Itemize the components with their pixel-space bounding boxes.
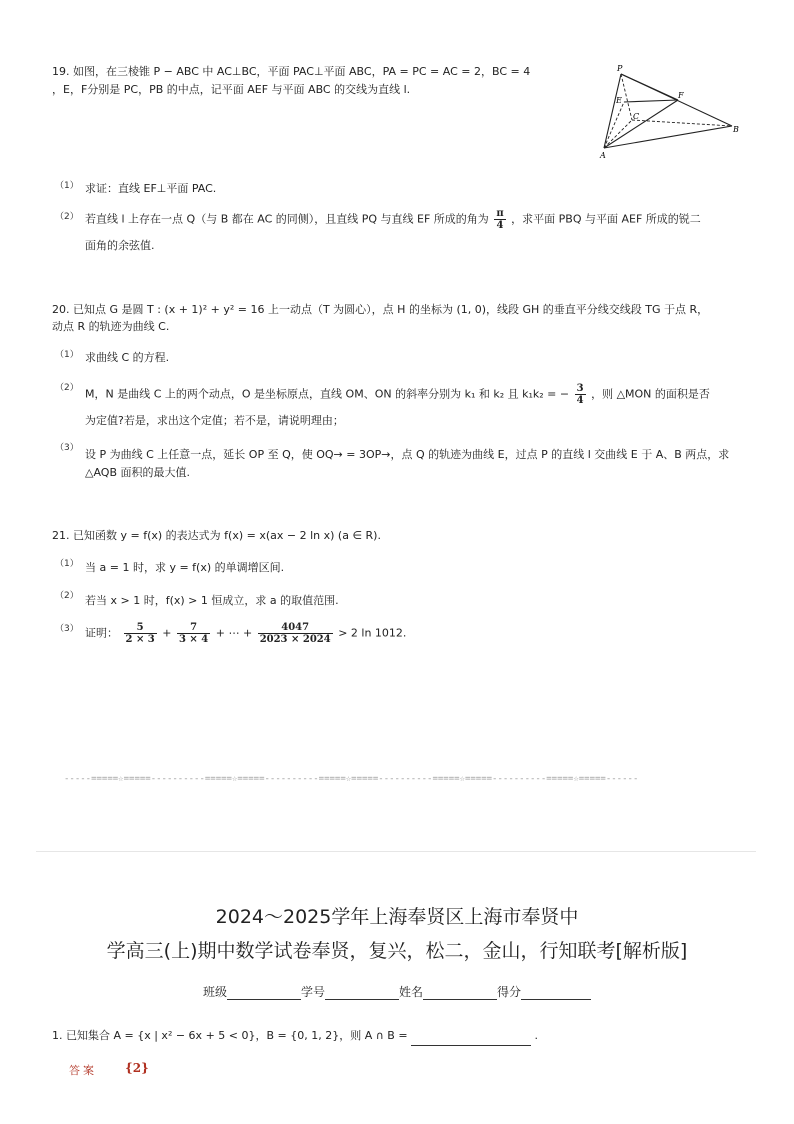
score-blank[interactable] [521, 985, 591, 1000]
q20-p2-num: （2） [55, 383, 79, 393]
id-label: 学号 [300, 985, 325, 999]
q20-p2-text-b: ，则 △MON 的面积是否 [591, 387, 710, 401]
label-e: E [616, 96, 622, 105]
q19-p2-text-b: ，求平面 PBQ 与平面 AEF 所成的锐二 [511, 212, 701, 226]
label-a: A [600, 151, 606, 160]
q21-p1: 当 a = 1 时，求 y = f(x) 的单调增区间. [85, 561, 285, 574]
plus-2: + ⋯ + [215, 626, 253, 640]
doc-title-line1: 2024～2025学年上海奉贤区上海市奉贤中 [215, 906, 579, 928]
pyramid-figure [596, 62, 746, 162]
label-c: C [633, 112, 640, 121]
q20-line2: 动点 R 的轨迹为曲线 C. [52, 320, 170, 333]
q20-line1: 20. 已知点 G 是圆 T : (x + 1)² + y² = 16 上一动点（T 为圆心），点 H 的坐标为 (1, 0)，线段 GH 的垂直平分线交线段 TG 于点 R， [52, 303, 709, 316]
pi-over-4: $\frac{\pi}{4}$ [496, 208, 504, 231]
q21-p3-tail: > 2 ln 1012. [338, 626, 407, 640]
q21-line1: 21. 已知函数 y = f(x) 的表达式为 f(x) = x(ax − 2 ln x) (a ∈ R). [52, 529, 381, 542]
fraction-2: $\frac{7}{3 \times 4}$ [178, 622, 209, 645]
q1-end: . [534, 1029, 539, 1042]
name-label: 姓名 [399, 985, 424, 999]
q1-line [52, 1026, 538, 1046]
q1-answer-blank[interactable] [411, 1026, 531, 1046]
q19-p2-line2: 面角的余弦值. [85, 239, 155, 252]
class-label: 班级 [202, 985, 227, 999]
section-separator: -----=====☆=====----------=====☆=====----------=====☆=====----------=====☆=====----------=====☆=====------ [64, 774, 639, 784]
q20-p2-line2: 为定值?若是，求出这个定值；若不是，请说明理由； [85, 414, 344, 427]
q21-p3-label: 证明： [85, 626, 118, 640]
q20-p3: 设 P 为曲线 C 上任意一点，延长 OP 至 Q，使 OQ→ = 3OP→，点 Q 的轨迹为曲线 E，过点 P 的直线 l 交曲线 E 于 A、B 两点，求 [85, 448, 730, 461]
q20-p3-line2: △AQB 面积的最大值. [85, 466, 190, 479]
q21-p2-num: （2） [55, 591, 79, 601]
fraction-3: $\frac{4047}{2023 \times 2024}$ [259, 622, 331, 645]
q19-line2: ，E，F分别是 PC，PB 的中点，记平面 AEF 与平面 ABC 的交线为直线 l. [52, 83, 411, 96]
q19-p2-num: （2） [55, 212, 79, 222]
id-blank[interactable] [325, 985, 399, 1000]
plus-1: + [162, 626, 172, 640]
q21-p1-num: （1） [55, 559, 79, 569]
q19-p1-num: （1） [55, 181, 79, 191]
answer-value: {2} [125, 1061, 149, 1075]
label-p: P [617, 64, 623, 73]
q19-p2 [85, 208, 745, 231]
page-divider [36, 851, 756, 852]
q20-p2 [85, 383, 745, 406]
class-blank[interactable] [227, 985, 301, 1000]
name-blank[interactable] [423, 985, 497, 1000]
q21-p2: 若当 x > 1 时，f(x) > 1 恒成立，求 a 的取值范围. [85, 594, 339, 607]
q19-p1: 求证：直线 EF⊥平面 PAC. [85, 182, 217, 195]
three-quarters: $\frac{3}{4}$ [576, 383, 584, 406]
q21-p3-num: （3） [55, 624, 79, 634]
q20-p1: 求曲线 C 的方程. [85, 351, 170, 364]
q20-p3-num: （3） [55, 443, 79, 453]
q21-p3 [85, 622, 406, 645]
q20-p1-num: （1） [55, 350, 79, 360]
answer-label: 答案 [69, 1064, 97, 1077]
score-label: 得分 [497, 985, 522, 999]
label-f: F [678, 91, 684, 100]
q19-p2-text-a: 若直线 l 上存在一点 Q（与 B 都在 AC 的同侧），且直线 PQ 与直线 EF 所成的角为 [85, 212, 489, 226]
label-b: B [733, 125, 739, 134]
q1-text: 1. 已知集合 A = {x | x² − 6x + 5 < 0}，B = {0, 1, 2}，则 A ∩ B = [52, 1029, 408, 1042]
fraction-1: $\frac{5}{2 \times 3}$ [125, 622, 155, 645]
student-info-row [0, 983, 794, 1000]
q20-p2-text-a: M，N 是曲线 C 上的两个动点，O 是坐标原点，直线 OM、ON 的斜率分别为 k₁ 和 k₂ 且 k₁k₂ = − [85, 387, 570, 401]
q19-line1: 19. 如图，在三棱锥 P − ABC 中 AC⊥BC，平面 PAC⊥平面 ABC，PA = PC = AC = 2，BC = 4 [52, 65, 531, 78]
doc-title-line2: 学高三(上)期中数学试卷奉贤，复兴，松二，金山，行知联考[解析版] [106, 940, 688, 962]
